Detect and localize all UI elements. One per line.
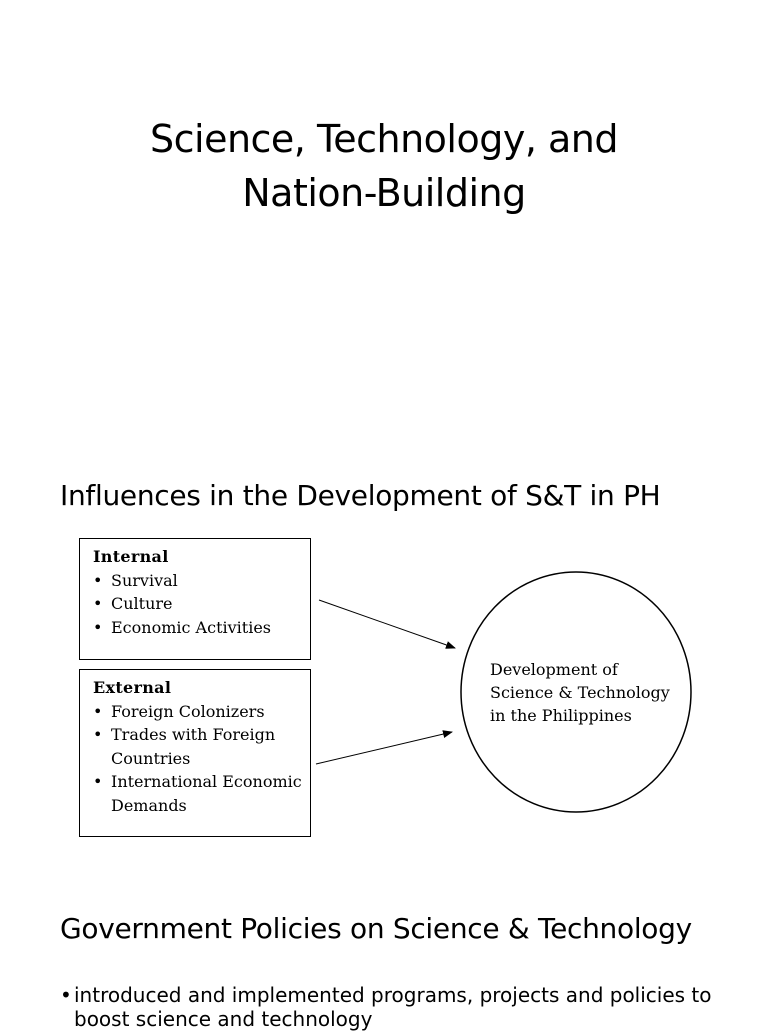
- slide-title-line-2: Nation-Building: [242, 171, 526, 215]
- external-influences-box: [79, 669, 311, 837]
- internal-influences-box: [79, 538, 311, 660]
- internal-item-survival: • Survival: [93, 569, 304, 593]
- slide-title: [0, 112, 768, 220]
- circle-label-line-1: Development of: [490, 660, 618, 679]
- bullet-dot-icon: •: [60, 983, 72, 1007]
- internal-list: [93, 569, 304, 640]
- internal-item-culture: • Culture: [93, 592, 304, 616]
- internal-box-title: Internal: [93, 547, 169, 566]
- internal-arrow-icon: [319, 600, 455, 648]
- slide-title-line-1: Science, Technology, and: [150, 117, 618, 161]
- external-item-foreign-colonizers: • Foreign Colonizers: [93, 700, 304, 724]
- external-arrow-icon: [316, 732, 452, 764]
- circle-label-line-3: in the Philippines: [490, 706, 632, 725]
- development-circle-label: [490, 658, 690, 727]
- policies-heading: Government Policies on Science & Technology: [60, 912, 692, 945]
- external-list: [93, 700, 304, 818]
- circle-label-line-2: Science & Technology: [490, 683, 670, 702]
- internal-item-economic-activities: • Economic Activities: [93, 616, 304, 640]
- external-item-international-demands: • International Economic Demands: [93, 770, 304, 817]
- external-item-trades: • Trades with Foreign Countries: [93, 723, 304, 770]
- external-box-title: External: [93, 678, 172, 697]
- influences-heading: Influences in the Development of S&T in PH: [60, 479, 661, 512]
- policies-bullet-text: introduced and implemented programs, projects and policies to boost science and technology: [74, 983, 712, 1031]
